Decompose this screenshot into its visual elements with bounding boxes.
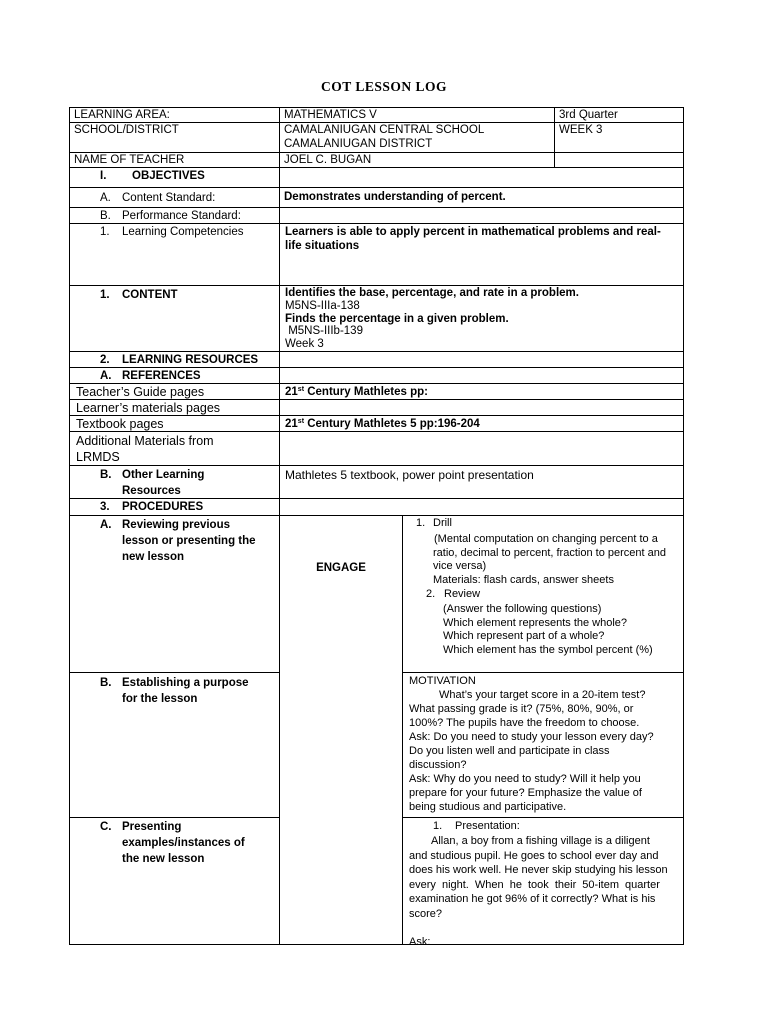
teachers-guide-label: Teacher’s Guide pages	[76, 385, 205, 399]
competencies-label-cell	[69, 223, 280, 286]
procedure-a-label-2: lesson or presenting the	[122, 535, 256, 547]
empty-cell	[279, 399, 684, 416]
additional-materials-label-2: LRMDS	[76, 450, 120, 464]
content-num: 1.	[100, 289, 110, 301]
textbook-label: Textbook pages	[76, 417, 164, 431]
review-line-2: Which element represents the whole?	[443, 616, 628, 629]
other-resources-label-2: Resources	[122, 485, 181, 497]
week-cell	[554, 122, 684, 153]
content-label: CONTENT	[122, 289, 178, 301]
textbook-superscript: st	[297, 418, 305, 425]
textbook-number: 21	[285, 418, 298, 430]
presentation-num: 1.	[433, 820, 443, 832]
motivation-line-1: What’s your target score in a 20-item test?	[439, 689, 646, 701]
competencies-num: 1.	[100, 226, 110, 238]
content-code-1: M5NS-IIIa-138	[285, 299, 360, 312]
procedure-b-label-cell	[69, 672, 280, 818]
content-label-cell	[69, 285, 280, 352]
content-code-2: M5NS-IIIb-139	[285, 325, 363, 338]
drill-line-3: vice versa)	[433, 560, 487, 572]
school-value-cell	[279, 122, 555, 153]
learners-materials-label: Learner’s materials pages	[76, 401, 221, 415]
presentation-line-4: every night. When he took their 50-item quarter	[409, 878, 660, 891]
content-standard-letter: A.	[100, 192, 111, 204]
empty-cell	[279, 498, 684, 516]
motivation-line-4: Ask: Do you need to study your lesson every day?	[409, 731, 654, 743]
procedure-c-label	[122, 819, 245, 867]
teachers-guide-number: 21	[285, 386, 298, 398]
school-label-cell	[69, 122, 280, 153]
teachers-guide-value	[285, 385, 428, 399]
motivation-line-3: 100%? The pupils have the freedom to choose.	[409, 717, 640, 729]
other-resources-label-1: Other Learning	[122, 469, 205, 481]
school-name: CAMALANIUGAN CENTRAL SCHOOL	[284, 124, 485, 136]
review-line-3: Which represent part of a whole?	[443, 630, 605, 642]
learning-resources-num: 2.	[100, 354, 110, 366]
competencies-label: Learning Competencies	[122, 226, 244, 238]
drill-title: Drill	[433, 517, 452, 529]
learning-area-label-cell	[69, 107, 280, 123]
teachers-guide-superscript: st	[297, 386, 305, 393]
objectives-num: I.	[100, 170, 107, 182]
content-week: Week 3	[285, 338, 324, 351]
procedure-a-label	[122, 517, 256, 565]
empty-cell	[279, 431, 684, 466]
presentation-title: Presentation:	[455, 820, 520, 832]
learning-area-value: MATHEMATICS V	[284, 109, 377, 121]
procedure-a-label-cell	[69, 515, 280, 673]
references-letter: A.	[100, 370, 112, 382]
teachers-guide-value-cell	[279, 383, 684, 400]
drill-line-1: (Mental computation on changing percent to a	[434, 533, 658, 545]
competencies-value: Learners is able to apply percent in mathematical problems and real-life situations	[285, 226, 661, 252]
drill-body	[433, 533, 683, 587]
procedure-a-label-3: new lesson	[122, 551, 184, 563]
procedure-b-label-2: for the lesson	[122, 693, 198, 705]
motivation-line-9: being studious and participative.	[409, 801, 567, 813]
learning-area-value-cell	[279, 107, 555, 123]
objectives-heading-cell	[69, 167, 280, 188]
empty-cell	[279, 207, 684, 224]
empty-cell	[279, 367, 684, 384]
content-standard-value: Demonstrates understanding of percent.	[284, 191, 506, 203]
presentation-line-5: examination he got 96% of it correctly? What is his	[409, 893, 656, 905]
procedure-a-label-1: Reviewing previous	[122, 519, 231, 531]
review-body	[443, 603, 683, 657]
teacher-value-cell	[279, 152, 555, 168]
engage-label: ENGAGE	[316, 562, 366, 574]
textbook-value	[285, 417, 480, 431]
review-line-4: Which element has the symbol percent (%)	[443, 643, 653, 656]
presentation-line-6: score?	[409, 907, 443, 920]
other-resources-label	[122, 467, 204, 499]
references-heading-cell	[69, 367, 280, 384]
competencies-value-cell	[279, 223, 684, 286]
additional-materials-label-1: Additional Materials from	[76, 434, 214, 448]
content-standard-value-cell	[279, 187, 684, 208]
teacher-value: JOEL C. BUGAN	[284, 154, 372, 166]
motivation-cell	[402, 672, 684, 818]
motivation-line-5: Do you listen well and participate in class	[409, 745, 610, 757]
drill-review-cell	[402, 515, 684, 673]
performance-standard-letter: B.	[100, 210, 111, 222]
presentation-cell	[402, 817, 684, 945]
empty-cell	[279, 167, 684, 188]
empty-cell	[554, 152, 684, 168]
other-resources-value-cell	[279, 465, 684, 499]
content-standard-label-cell	[69, 187, 280, 208]
procedure-b-label	[122, 675, 249, 707]
drill-line-4: Materials: flash cards, answer sheets	[433, 573, 614, 586]
procedures-heading-cell	[69, 498, 280, 516]
procedure-c-label-cell	[69, 817, 280, 945]
motivation-line-2: What passing grade is it? (75%, 80%, 90%, or	[409, 703, 634, 715]
procedure-c-letter: C.	[100, 821, 112, 833]
presentation-ask: Ask:	[409, 936, 431, 945]
motivation-line-6: discussion?	[409, 759, 467, 771]
other-resources-letter: B.	[100, 469, 112, 481]
review-line-1: (Answer the following questions)	[443, 603, 602, 615]
references-label: REFERENCES	[122, 370, 201, 382]
procedures-num: 3.	[100, 501, 110, 513]
teacher-label: NAME OF TEACHER	[74, 154, 185, 166]
other-resources-label-cell	[69, 465, 280, 499]
textbook-title: Century Mathletes 5 pp:196-204	[304, 418, 480, 430]
presentation-line-1: Allan, a boy from a fishing village is a diligent	[431, 835, 650, 847]
objectives-label: OBJECTIVES	[132, 170, 205, 182]
review-num: 2.	[426, 588, 436, 600]
procedure-c-label-3: the new lesson	[122, 853, 205, 865]
content-standard-label: Content Standard:	[122, 192, 216, 204]
procedure-c-label-1: Presenting	[122, 821, 182, 833]
motivation-line-8: prepare for your future? Emphasize the value of	[409, 787, 642, 799]
learning-area-label: LEARNING AREA:	[74, 109, 170, 121]
procedure-b-label-1: Establishing a purpose	[122, 677, 249, 689]
teachers-guide-title: Century Mathletes pp:	[304, 386, 428, 398]
procedure-b-letter: B.	[100, 677, 112, 689]
motivation-title: MOTIVATION	[409, 675, 476, 687]
teachers-guide-label-cell	[69, 383, 280, 400]
additional-materials-label-cell	[69, 431, 280, 466]
drill-line-2: ratio, decimal to percent, fraction to percent and	[433, 546, 666, 559]
drill-num: 1.	[416, 517, 426, 529]
learning-resources-label: LEARNING RESOURCES	[122, 354, 259, 366]
document-title: COT LESSON LOG	[320, 79, 448, 94]
quarter-value: 3rd Quarter	[559, 109, 618, 121]
content-line-2: Finds the percentage in a given problem.	[285, 312, 509, 325]
quarter-cell	[554, 107, 684, 123]
motivation-line-7: Ask: Why do you need to study? Will it help you	[409, 773, 641, 785]
performance-standard-label: Performance Standard:	[122, 210, 241, 222]
week-value: WEEK 3	[559, 124, 603, 136]
procedure-a-letter: A.	[100, 519, 112, 531]
teacher-label-cell	[69, 152, 280, 168]
review-title: Review	[444, 588, 481, 600]
learning-resources-heading-cell	[69, 351, 280, 368]
textbook-label-cell	[69, 415, 280, 432]
performance-standard-label-cell	[69, 207, 280, 224]
empty-cell	[279, 351, 684, 368]
district-name: CAMALANIUGAN DISTRICT	[284, 138, 433, 150]
presentation-line-2: and studious pupil. He goes to school ever day and	[409, 849, 659, 862]
other-resources-value: Mathletes 5 textbook, power point presentation	[285, 468, 534, 482]
presentation-body	[409, 834, 681, 945]
school-label: SCHOOL/DISTRICT	[74, 124, 179, 136]
procedures-label: PROCEDURES	[122, 501, 204, 513]
textbook-value-cell	[279, 415, 684, 432]
engage-column-cell	[279, 515, 403, 945]
learners-materials-label-cell	[69, 399, 280, 416]
content-line-1: Identifies the base, percentage, and rate in a problem.	[285, 287, 579, 299]
presentation-line-3: does his work well. He never skip studying his lesson	[409, 864, 668, 876]
content-value-cell	[279, 285, 684, 352]
procedure-c-label-2: examples/instances of	[122, 837, 245, 849]
